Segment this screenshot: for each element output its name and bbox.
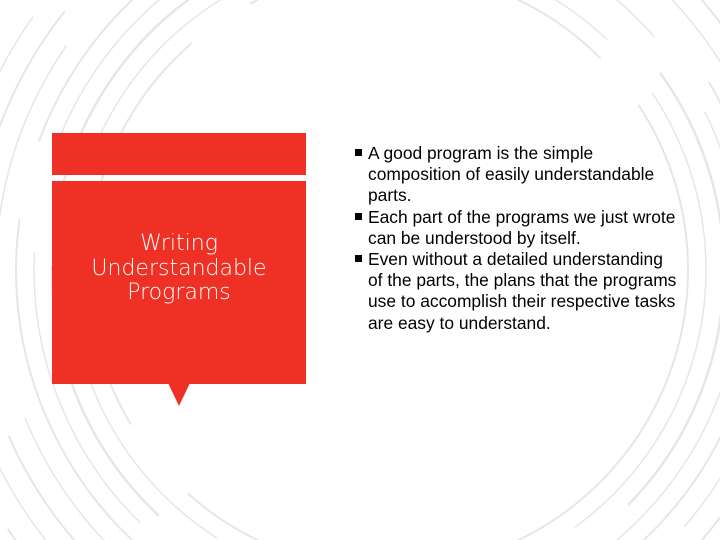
- title-accent-strip: [52, 133, 306, 175]
- square-bullet-icon: [355, 255, 362, 262]
- bullet-text: Each part of the programs we just wrote can be understood by itself.: [368, 206, 676, 248]
- slide-title: Writing Understandable Programs: [91, 231, 267, 306]
- bullet-list: [352, 143, 682, 334]
- bullet-item: [352, 249, 682, 334]
- bullet-text: Even without a detailed understanding of the parts, the plans that the programs use to accomplish their respective tasks are easy to understand.: [368, 249, 677, 333]
- title-panel-pointer: [168, 383, 190, 406]
- square-bullet-icon: [355, 149, 362, 156]
- bullet-text: A good program is the simple composition of easily understandable parts.: [368, 143, 655, 206]
- bullet-item: [352, 143, 682, 207]
- square-bullet-icon: [355, 213, 362, 220]
- bullet-item: [352, 207, 682, 249]
